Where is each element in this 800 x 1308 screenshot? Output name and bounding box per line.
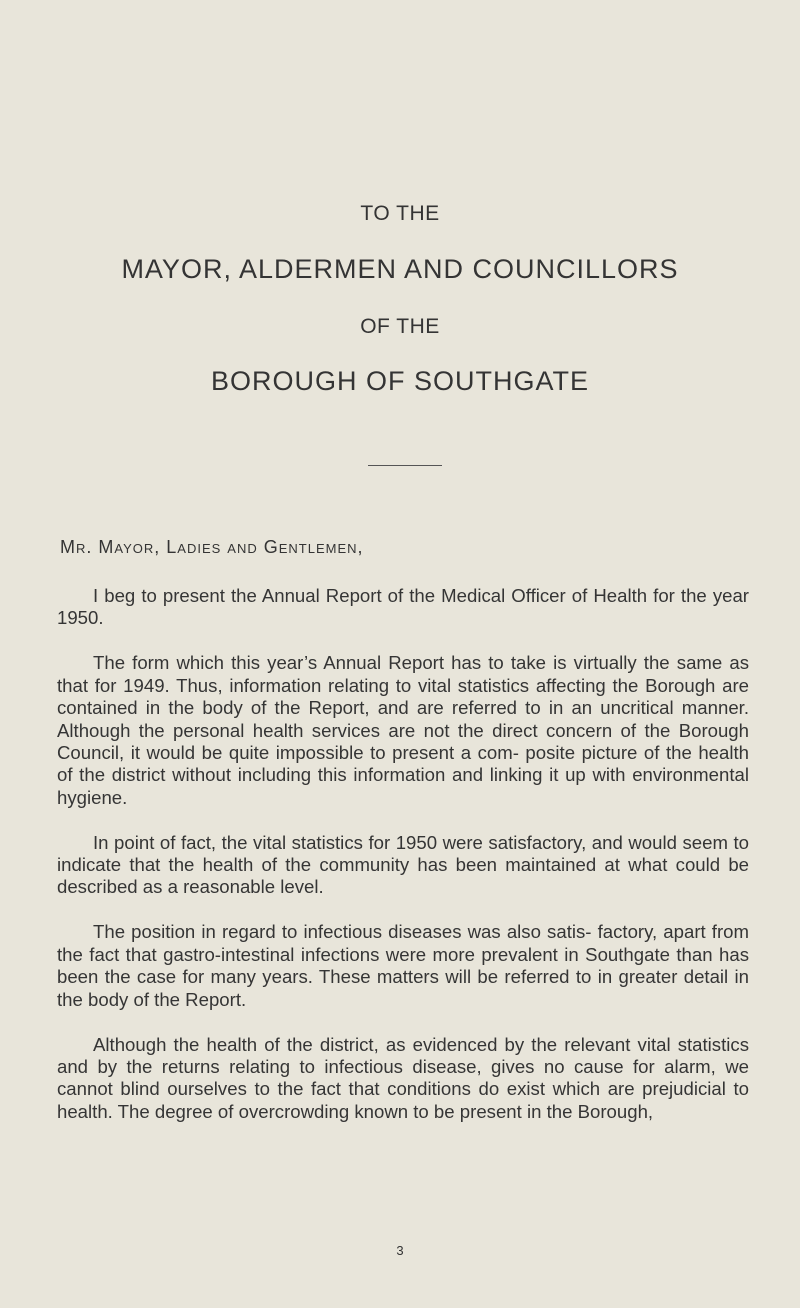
salutation: Mr. Mayor, Ladies and Gentlemen, bbox=[60, 537, 364, 557]
paragraph-1: I beg to present the Annual Report of the Medical Officer of Health for the year 1950. bbox=[57, 585, 749, 629]
heading-borough: BOROUGH OF SOUTHGATE bbox=[210, 366, 589, 396]
page-number: 3 bbox=[396, 1243, 404, 1258]
paragraph-5: Although the health of the district, as evidenced by the relevant vital statistics and by the returns relating to infectious disease, gives no cause for alarm, we cannot blind ourselves to the fact that conditions do exist which are prejudicial to health. The degree of overcrowding known to be present in the Borough, bbox=[57, 1033, 749, 1122]
heading-of-the: OF THE bbox=[360, 315, 440, 338]
report-body bbox=[57, 585, 749, 1146]
divider-rule bbox=[368, 465, 442, 466]
paragraph-3: In point of fact, the vital statistics for 1950 were satisfactory, and would seem to indicate that the health of the community has been maintained at what could be described as a reasonable level. bbox=[57, 831, 749, 898]
heading-to-the: TO THE bbox=[360, 202, 440, 225]
paragraph-2: The form which this year’s Annual Report has to take is virtually the same as that for 1949. Thus, information relating to vital statistics affecting the Borough are contained in the body of the Report, and are referred to in an uncritical manner. Although the personal health services are not the direct concern of the Borough Council, it would be quite impossible to present a com- posite picture of the health of the district without including this information and linking it up with environmental hygiene. bbox=[57, 652, 749, 808]
heading-addressees: MAYOR, ALDERMEN AND COUNCILLORS bbox=[121, 254, 679, 284]
paragraph-4: The position in regard to infectious diseases was also satis- factory, apart from the fact that gastro-intestinal infections were more prevalent in Southgate than has been the case for many years. These matters will be referred to in greater detail in the body of the Report. bbox=[57, 921, 749, 1010]
